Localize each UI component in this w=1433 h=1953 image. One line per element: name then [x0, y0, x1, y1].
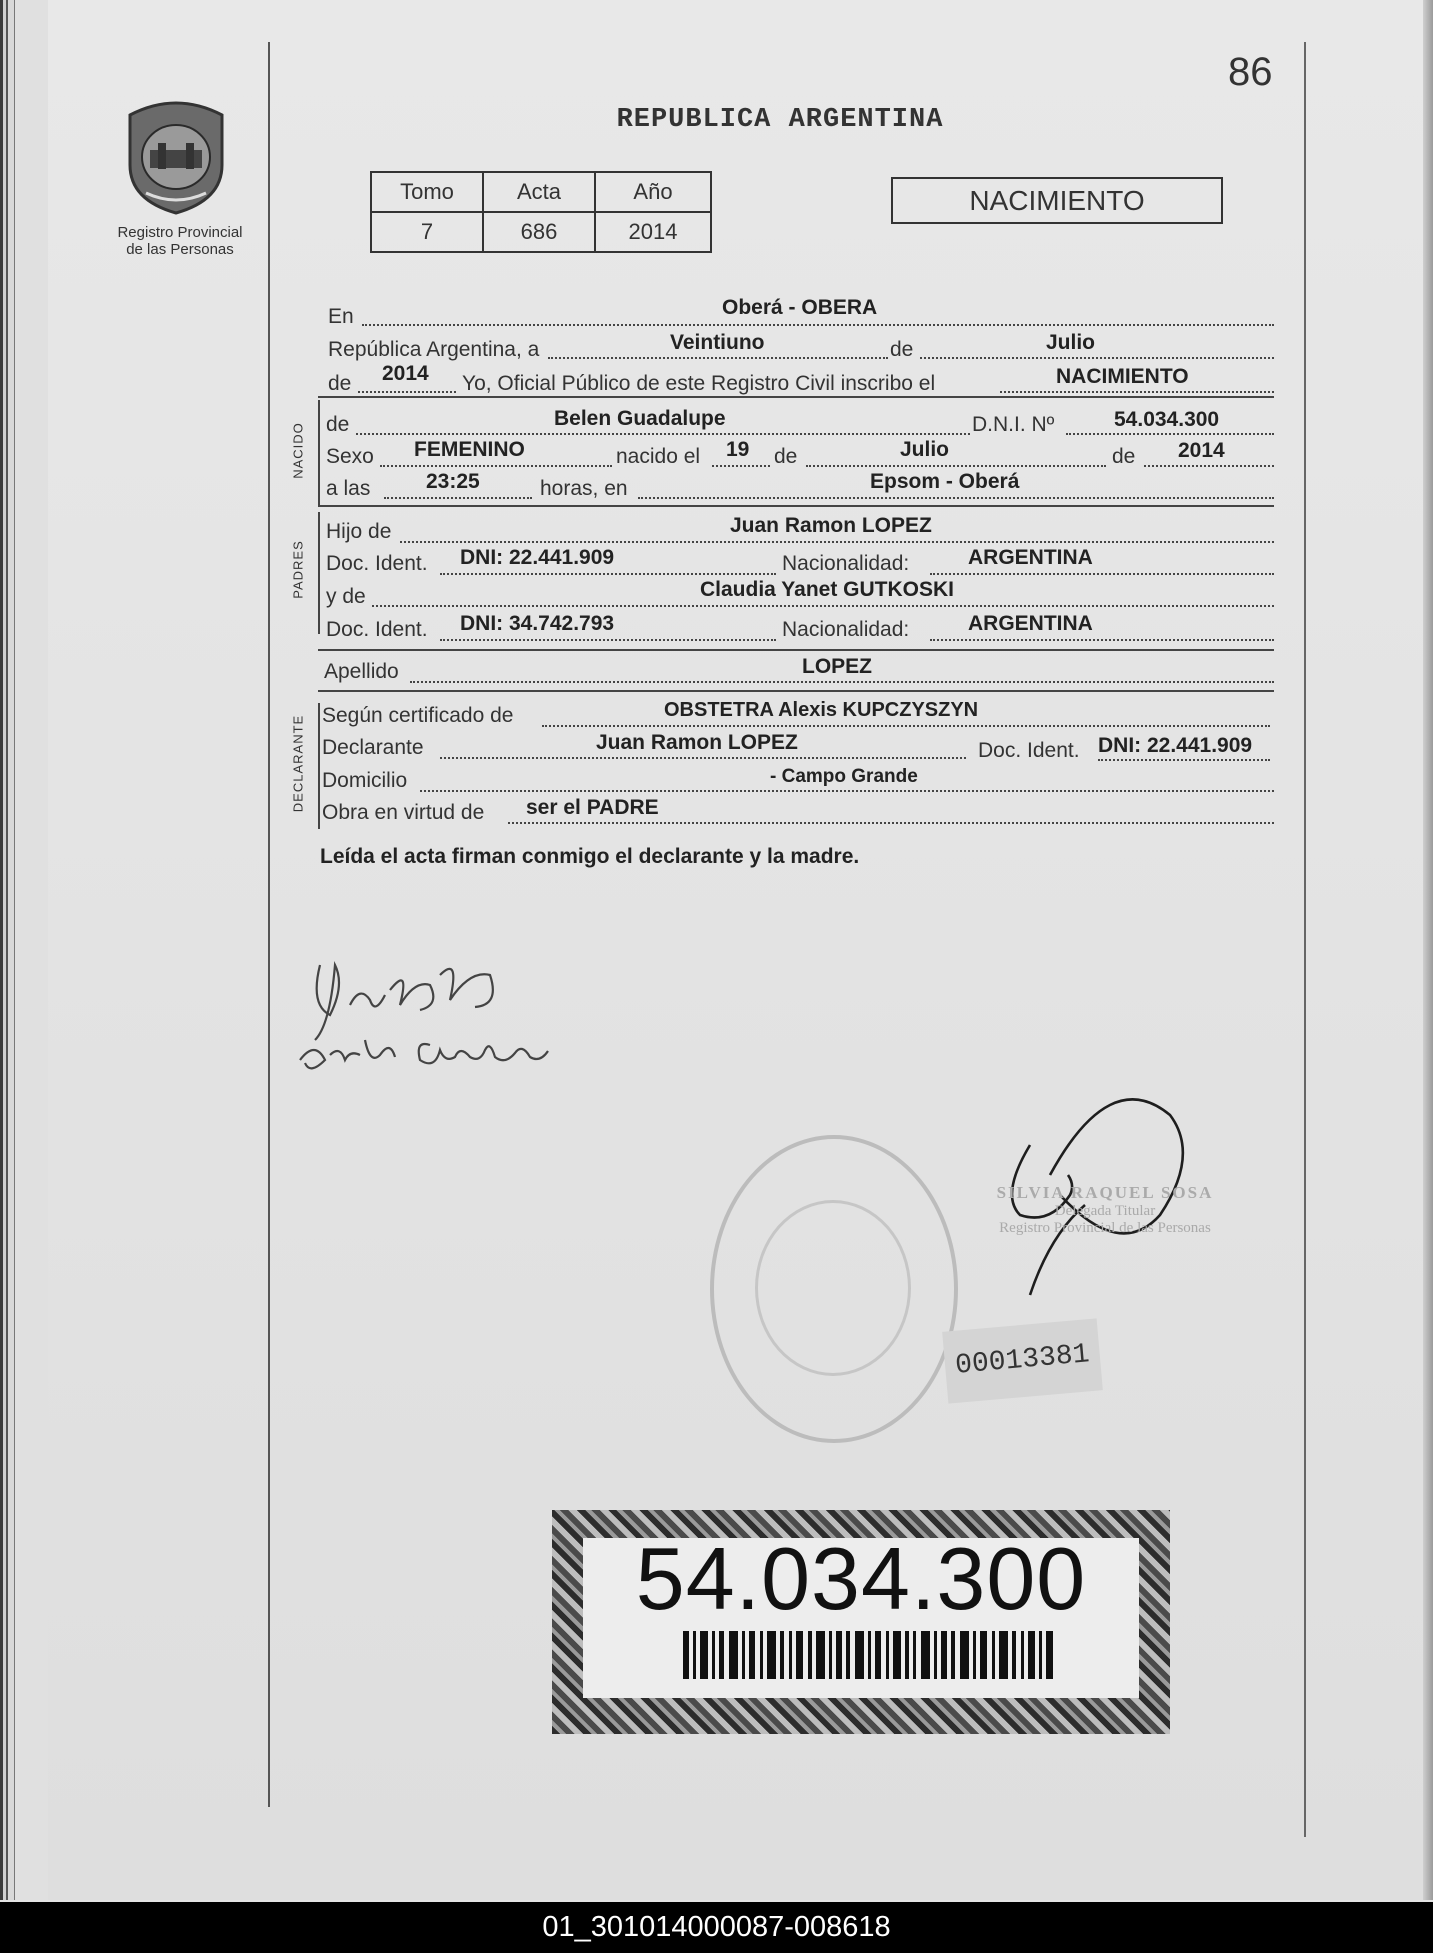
- anio-intro-value: 2014: [382, 362, 429, 385]
- dotted-line: [1098, 757, 1270, 761]
- dotted-line: [930, 571, 1274, 575]
- madre-nac-value: ARGENTINA: [968, 612, 1093, 635]
- registro-line1: Registro Provincial: [117, 224, 243, 241]
- dotted-line: [508, 820, 1274, 824]
- apellido-label: Apellido: [324, 660, 399, 683]
- de-label: de: [1112, 445, 1136, 468]
- dotted-line: [440, 571, 776, 575]
- padre-doc-label: Doc. Ident.: [326, 552, 428, 575]
- obra-value: ser el PADRE: [526, 796, 659, 819]
- barcode-number: 54.034.300: [635, 1529, 1087, 1628]
- madre-doc-label: Doc. Ident.: [326, 618, 428, 641]
- dotted-line: [806, 463, 1106, 467]
- provincia-misiones-seal: [120, 95, 232, 215]
- declarante-doc-label: Doc. Ident.: [978, 739, 1080, 762]
- acta-label: Acta: [483, 172, 595, 212]
- official-name: SILVIA RAQUEL SOSA: [996, 1183, 1214, 1202]
- dotted-line: [400, 539, 1274, 543]
- nacido-mes-value: Julio: [900, 438, 950, 461]
- dia-value: Veintiuno: [670, 331, 765, 354]
- madre-nac-label: Nacionalidad:: [782, 618, 910, 641]
- hijo-label: Hijo de: [326, 520, 392, 543]
- dotted-line: [712, 463, 770, 467]
- dotted-line: [440, 637, 776, 641]
- dotted-line: [420, 788, 1274, 792]
- tipo-acta-box: NACIMIENTO: [891, 177, 1223, 224]
- dotted-line: [362, 322, 1274, 326]
- dotted-line: [1000, 389, 1274, 393]
- dni-label: D.N.I. Nº: [972, 413, 1055, 436]
- certificado-value: OBSTETRA Alexis KUPCZYSZYN: [664, 699, 979, 721]
- segun-label: Según certificado de: [322, 704, 514, 727]
- barcode-icon: [683, 1631, 1053, 1679]
- padre-nac-label: Nacionalidad:: [782, 552, 910, 575]
- nacido-anio-value: 2014: [1178, 439, 1225, 462]
- official-org: Registro Provincial de las Personas: [999, 1220, 1211, 1236]
- nombre-value: Belen Guadalupe: [554, 407, 726, 430]
- nacido-el-label: nacido el: [616, 445, 701, 468]
- dotted-line: [542, 723, 1270, 727]
- anio-value: 2014: [595, 212, 711, 252]
- alas-label: a las: [326, 477, 371, 500]
- margin-line-left: [268, 42, 270, 1807]
- nacido-dia-value: 19: [726, 438, 750, 461]
- page-title: REPUBLICA ARGENTINA: [616, 105, 944, 135]
- anio-label: Año: [595, 172, 711, 212]
- acta-value: 686: [483, 212, 595, 252]
- closing-statement: Leída el acta firman conmigo el declarante y la madre.: [320, 845, 860, 868]
- nombre-de-label: de: [326, 413, 350, 436]
- apellido-value: LOPEZ: [802, 655, 873, 678]
- de2-label: de: [328, 372, 352, 395]
- section-bracket: [318, 703, 320, 829]
- dni-value: 54.034.300: [1114, 408, 1220, 431]
- yde-label: y de: [326, 585, 366, 608]
- en-label: En: [328, 305, 354, 328]
- mes-value: Julio: [1046, 331, 1096, 354]
- domicilio-label: Domicilio: [322, 769, 408, 792]
- padre-nac-value: ARGENTINA: [968, 546, 1093, 569]
- domicilio-value: - Campo Grande: [770, 766, 918, 787]
- dotted-line: [358, 389, 456, 393]
- madre-nombre-value: Claudia Yanet GUTKOSKI: [700, 578, 954, 601]
- signature-declarante-madre: [290, 945, 590, 1085]
- declarante-label: Declarante: [322, 736, 424, 759]
- lugar-value: Epsom - Oberá: [870, 470, 1020, 493]
- page-edge: [1423, 0, 1433, 1900]
- dotted-line: [372, 603, 1274, 607]
- official-stamp: [965, 1183, 1245, 1237]
- page-number: 86: [1228, 50, 1273, 94]
- inscribo-value: NACIMIENTO: [1056, 365, 1189, 388]
- dotted-line: [440, 755, 966, 759]
- dotted-line: [410, 679, 1274, 683]
- dotted-line: [638, 495, 1274, 499]
- reference-table: [370, 171, 712, 253]
- registro-seal-inner: [755, 1200, 911, 1376]
- de-label: de: [890, 338, 914, 361]
- obra-label: Obra en virtud de: [322, 801, 485, 824]
- declarante-doc-value: DNI: 22.441.909: [1098, 734, 1253, 757]
- official-role: Delegada Titular: [1054, 1203, 1156, 1219]
- madre-doc-value: DNI: 34.742.793: [460, 612, 615, 635]
- declarante-section-label: DECLARANTE: [290, 714, 306, 813]
- sexo-label: Sexo: [326, 445, 374, 468]
- hora-value: 23:25: [426, 470, 480, 493]
- dotted-line: [380, 463, 612, 467]
- section-divider: [318, 505, 1274, 507]
- registro-line2: de las Personas: [126, 241, 234, 258]
- dotted-line: [384, 495, 532, 499]
- sexo-value: FEMENINO: [414, 438, 525, 461]
- de-label: de: [774, 445, 798, 468]
- registro-label: [100, 224, 260, 258]
- dotted-line: [920, 355, 1274, 359]
- dotted-line: [548, 355, 888, 359]
- section-divider: [318, 649, 1274, 651]
- padre-nombre-value: Juan Ramon LOPEZ: [730, 514, 932, 537]
- dotted-line: [356, 431, 970, 435]
- scan-edge: [0, 0, 48, 1900]
- en-value: Oberá - OBERA: [722, 296, 878, 319]
- scan-file-id: 01_301014000087-008618: [0, 1902, 1433, 1953]
- declarante-nombre-value: Juan Ramon LOPEZ: [596, 731, 798, 754]
- dotted-line: [930, 637, 1274, 641]
- tomo-label: Tomo: [371, 172, 483, 212]
- dotted-line: [1144, 463, 1274, 467]
- section-bracket: [318, 512, 320, 634]
- republica-label: República Argentina, a: [328, 338, 540, 361]
- horas-label: horas, en: [540, 477, 628, 500]
- serial-stamp: 00013381: [942, 1318, 1103, 1403]
- padre-doc-value: DNI: 22.441.909: [460, 546, 615, 569]
- section-divider: [318, 690, 1274, 692]
- nacido-section-label: NACIDO: [290, 422, 306, 479]
- section-divider: [318, 396, 1274, 398]
- tomo-value: 7: [371, 212, 483, 252]
- yo-label: Yo, Oficial Público de este Registro Civil inscribo el: [462, 372, 936, 395]
- padres-section-label: PADRES: [290, 540, 306, 599]
- section-bracket: [318, 400, 320, 505]
- margin-line-right: [1304, 42, 1306, 1837]
